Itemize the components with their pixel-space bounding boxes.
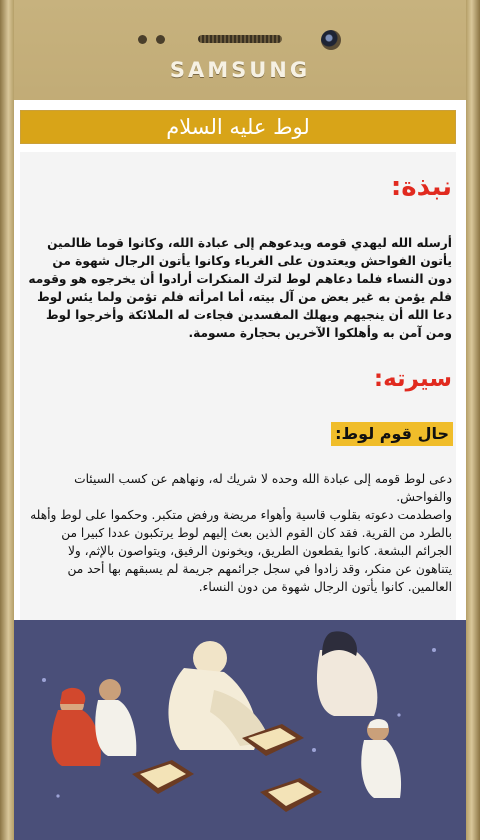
story-line: دعى لوط قومه إلى عبادة الله وحده لا شريك له، ونهاهم عن كسب السيئات والفواحش. bbox=[74, 472, 452, 504]
scholars-reading-illustration bbox=[14, 620, 466, 840]
story-subheading: حال قوم لوط: bbox=[331, 422, 453, 446]
story-paragraph bbox=[28, 470, 452, 596]
bio-paragraph: أرسله الله ليهدي قومه ويدعوهم إلى عبادة الله، وكانوا قوما ظالمين يأتون الفواحش ويعتدون على الغرباء وكانوا يأتون الرجال شهوة من دون النساء فلما دعاهم لوط لترك المنكرات أرادوا أن يخرجوه هو وقومه فلم يؤمن به غير بعض من آل بيته، أما امرأته فلم تؤمن ولما يئس لوط دعا الله أن ينجيهم ويهلك المفسدين فجاءت له الملائكة وأخرجوا لوط ومن آمن به وأهلكوا الآخرين بحجارة مسومة. bbox=[28, 236, 452, 340]
earpiece-speaker bbox=[198, 35, 282, 43]
light-sensor bbox=[156, 35, 165, 44]
illustration-image bbox=[14, 620, 466, 840]
story-heading: سيرته: bbox=[373, 366, 452, 392]
front-camera-icon bbox=[321, 30, 341, 50]
device-brand: SAMSUNG bbox=[169, 58, 311, 82]
app-screen[interactable] bbox=[14, 100, 466, 840]
title-bar bbox=[20, 110, 456, 144]
phone-edge-right bbox=[466, 0, 480, 840]
story-line: واصطدمت دعوته بقلوب قاسية وأهواء مريضة ورفض متكبر. وحكموا على لوط وأهله bbox=[30, 508, 452, 522]
proximity-sensor bbox=[138, 35, 147, 44]
page-title: لوط عليه السلام bbox=[166, 115, 310, 139]
phone-edge-left bbox=[0, 0, 14, 840]
story-line: بالطرد من القرية. فقد كان القوم الذين بعث إليهم لوط يرتكبون عددا كبيرا من الجرائم البشعة. كانوا يقطعون الطريق، ويخونون الرفيق، ويتواصون بالإثم، ولا يتناهون عن منكر، وقد زادوا في سجل جرائمهم جريمة لم يسبقهم بها أحد من العالمين. كانوا يأتون الرجال شهوة من دون النساء. bbox=[61, 526, 452, 594]
bio-heading: نبذة: bbox=[390, 172, 452, 202]
article-content[interactable] bbox=[20, 152, 456, 622]
